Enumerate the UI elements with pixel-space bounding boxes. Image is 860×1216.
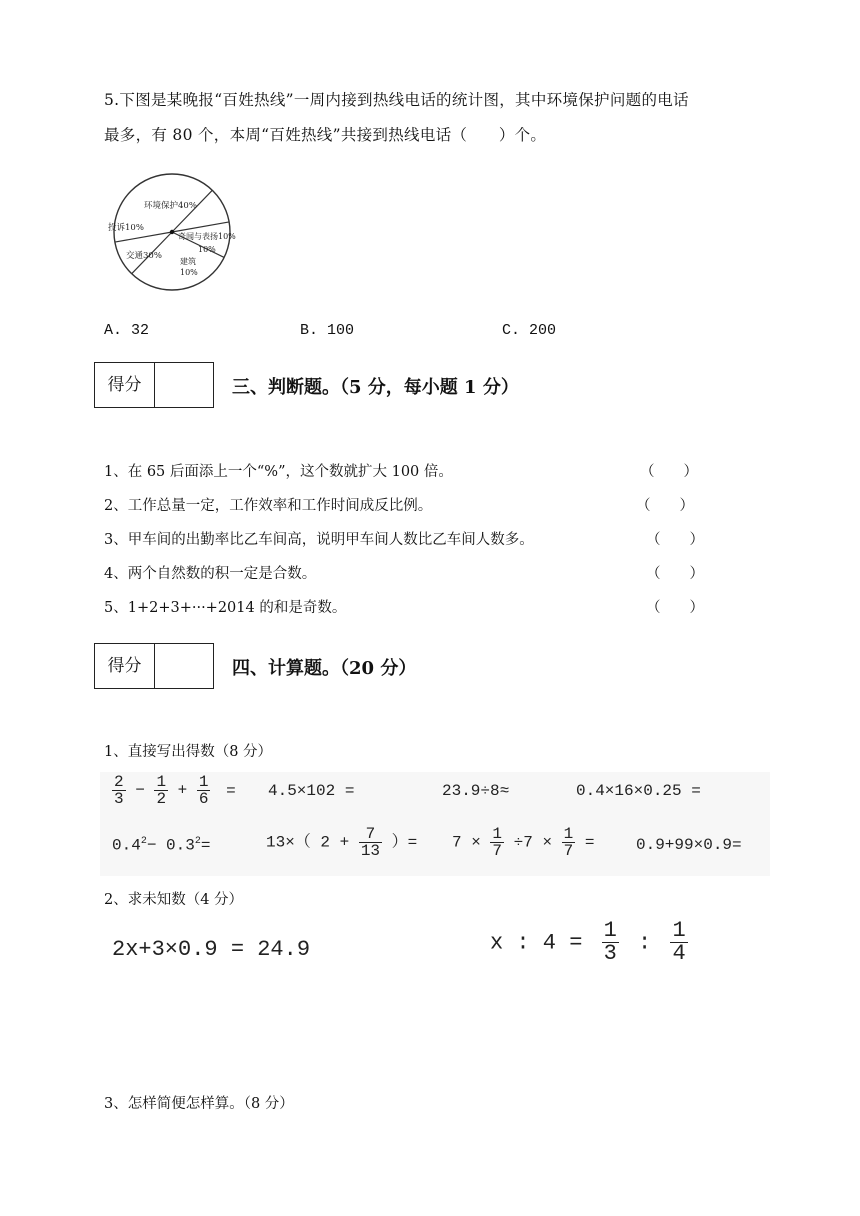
answer-blank-3: （ ） — [646, 532, 704, 548]
answer-blank-2: （ ） — [636, 498, 694, 514]
score-label: 得分 — [95, 644, 155, 688]
fraction: $\frac{2}{3}$ — [114, 773, 124, 808]
question-5-line-1: 5.下图是某晚报“百姓热线”一周内接到热线电话的统计图，其中环境保护问题的电话 — [104, 91, 689, 109]
judgment-item-1: 1、在 65 后面添上一个“%”，这个数就扩大 100 倍。 — [104, 464, 453, 480]
answer-blank-5: （ ） — [646, 600, 704, 616]
fraction: $\frac{1}{7}$ — [563, 825, 574, 860]
fraction: $\frac{1}{7}$ — [492, 825, 503, 860]
option-b: B. 100 — [300, 322, 355, 339]
judgment-item-2: 2、工作总量一定，工作效率和工作时间成反比例。 — [104, 498, 433, 514]
pie-label-pct: 10% — [180, 268, 198, 277]
calc-r2-e1: $0.4^2- 0.3^2=$ — [112, 836, 211, 855]
equation-1: 2x+3×0.9 = 24.9 — [112, 937, 311, 962]
calc-r1-e3: 23.9÷8≈ — [442, 782, 510, 800]
fraction: $\frac{7}{13}$ — [360, 825, 381, 860]
pie-label: 奇闻与表扬10% — [178, 232, 236, 241]
judgment-item-5: 5、1+2+3+···+2014 的和是奇数。 — [104, 600, 347, 616]
subquestion-3: 3、怎样简便怎样算。（8 分） — [104, 1096, 294, 1112]
option-c: C. 200 — [502, 322, 557, 339]
score-box — [94, 643, 214, 689]
option-a: A. 32 — [104, 322, 150, 339]
equation-2: x : 4 = $\frac{1}{3}$ : $\frac{1}{4}$ — [490, 918, 686, 966]
pie-label: 建筑 — [180, 257, 196, 266]
pie-label-pct: 10% — [198, 245, 216, 254]
judgment-item-3: 3、甲车间的出勤率比乙车间高，说明甲车间人数比乙车间人数多。 — [104, 532, 534, 548]
calc-r2-e3: 7 × $\frac{1}{7}$ ÷7 × $\frac{1}{7}$ = — [452, 825, 595, 860]
fraction: $\frac{1}{6}$ — [198, 773, 209, 808]
subquestion-1: 1、直接写出得数（8 分） — [104, 744, 273, 760]
score-label: 得分 — [95, 363, 155, 407]
pie-label: 投诉10% — [108, 223, 144, 233]
section-4-title: 四、计算题。（20 分） — [232, 658, 417, 679]
calc-r1-e1: $\frac{2}{3}$ − $\frac{1}{2}$ + $\frac{1}{6}$ = — [114, 773, 236, 808]
pie-chart — [104, 172, 248, 292]
answer-blank-1: （ ） — [640, 464, 698, 480]
question-5-line-2: 最多，有 80 个，本周“百姓热线”共接到热线电话（ ）个。 — [104, 126, 547, 144]
judgment-item-4: 4、两个自然数的积一定是合数。 — [104, 566, 317, 582]
calc-r2-e2: 13×（ 2 + $\frac{7}{13}$ ）= — [266, 825, 418, 860]
pie-center-dot — [170, 230, 174, 234]
fraction: $\frac{1}{4}$ — [672, 918, 686, 966]
calc-r1-e4: 0.4×16×0.25 = — [576, 782, 701, 800]
subquestion-2: 2、求未知数（4 分） — [104, 892, 244, 908]
pie-label: 环境保护40% — [144, 201, 197, 211]
fraction: $\frac{1}{2}$ — [156, 773, 167, 808]
calc-r2-e4: 0.9+99×0.9= — [636, 836, 742, 854]
score-box — [94, 362, 214, 408]
pie-label: 交通30% — [126, 251, 162, 261]
answer-blank-4: （ ） — [646, 566, 704, 582]
section-3-title: 三、判断题。（5 分，每小题 1 分） — [232, 377, 519, 398]
calc-r1-e2: 4.5×102 = — [268, 782, 355, 800]
fraction: $\frac{1}{3}$ — [603, 918, 617, 966]
